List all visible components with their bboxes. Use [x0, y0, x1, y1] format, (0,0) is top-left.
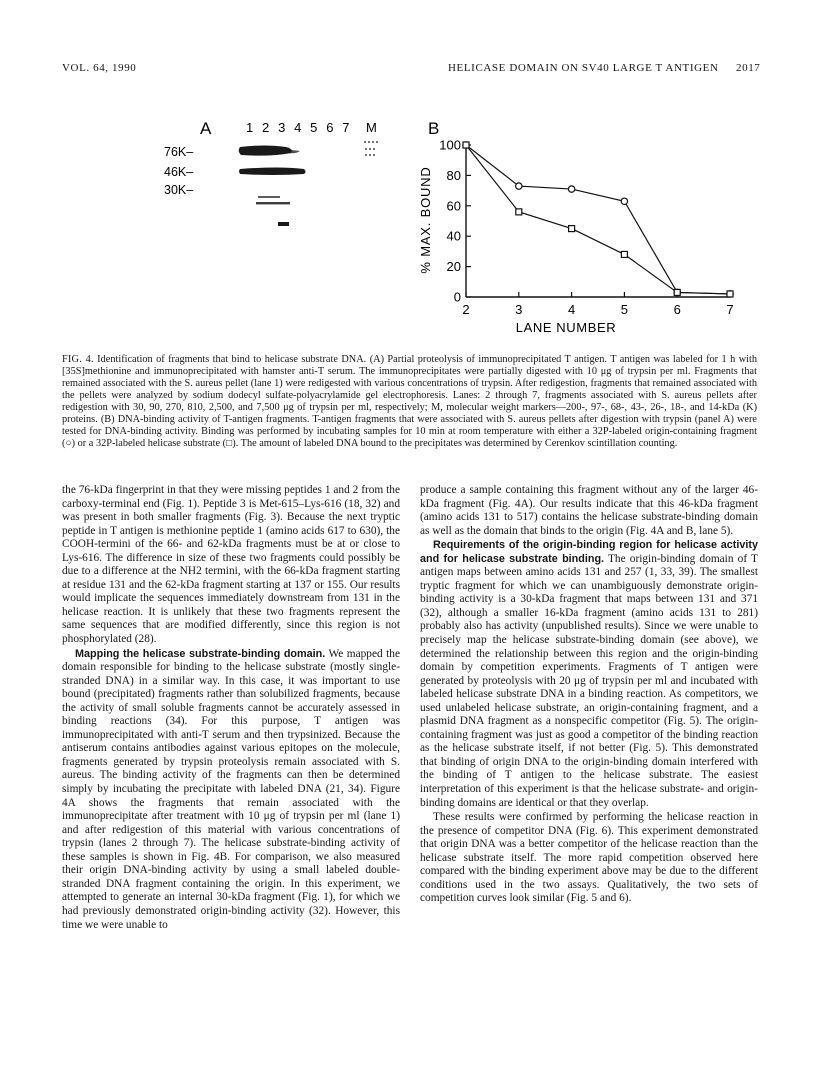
- panel-b-label: B: [428, 119, 440, 138]
- right-column: [420, 484, 758, 906]
- data-point-square: [569, 226, 575, 232]
- left-paragraph-2-body: We mapped the domain responsible for binding to the helicase substrate (mostly single-stranded DNA) in a similar way. In this case, it was important to use bound (precipitated) fragments rather than solubilized fragments, because the activity of small soluble fragments cannot be accurately assessed in binding reactions (34). For this purpose, T antigen was immunoprecipitated with anti-T serum and then trypsinized. Because the antiserum contains antibodies against various epitopes on the molecule, fragments generated by trypsin proteolysis remain associated with S. aureus. The binding activity of the fragments can then be determined simply by incubating the precipitate with labeled DNA (21, 34). Figure 4A shows the fragments that remain associated with the immunoprecipitate after treatment with 10 μg of trypsin per ml (lane 1) and after redigestion of this material with various concentrations of trypsin (lanes 2 through 7). The helicase substrate-binding activity of these samples is shown in Fig. 4B. For comparison, we also measured their origin DNA-binding activity by using a small labeled double-stranded DNA fragment containing the origin. In this experiment, we attempted to generate an internal 30-kDa fragment (Fig. 1), for which we had previously demonstrated origin-binding activity (32). However, this time we were unable to: [62, 647, 400, 931]
- data-point-square: [621, 251, 627, 257]
- data-point-circle: [568, 186, 574, 192]
- page-number: 2017: [736, 62, 761, 74]
- y-tick-label: 60: [446, 198, 461, 214]
- chart-ticks: [439, 138, 733, 318]
- marker-lane-label: M: [366, 120, 377, 135]
- figure-panel-b-chart: [408, 112, 748, 338]
- series-line-square: [466, 145, 730, 294]
- data-point-circle: [621, 198, 627, 204]
- y-tick-label: 100: [439, 137, 461, 153]
- left-column: [62, 484, 400, 932]
- right-paragraph-1: produce a sample containing this fragment without any of the larger 46-kDa fragment (Fig. 4A). Our results indicate that this 46-kDa fragment (amino acids 131 to 517) contains the helicase substrate-binding domain as well as the domain that binds to the origin (Fig. 4A and B, lane 5).: [420, 484, 758, 537]
- x-tick-label: 2: [462, 302, 470, 317]
- y-axis-label: % MAX. BOUND: [418, 166, 433, 274]
- band-small: [278, 222, 289, 226]
- lane-numbers: 1 2 3 4 5 6 7: [246, 120, 353, 135]
- y-tick-label: 0: [453, 289, 461, 305]
- chart-axes: [466, 145, 730, 297]
- data-point-square: [516, 209, 522, 215]
- x-tick-label: 6: [673, 302, 681, 317]
- data-point-square: [727, 291, 733, 297]
- marker-46k-label: 46K–: [164, 165, 194, 179]
- x-axis-label: LANE NUMBER: [515, 320, 617, 335]
- right-paragraph-2-body: The origin-binding domain of T antigen maps between amino acids 131 and 257 (1, 33, 39). The smallest tryptic fragment for which we can unambiguously demonstrate origin-binding activity is a 30-kDa fragment that maps between 131 and 371 (32), although a smaller 16-kDa fragment (amino acids 131 to 281) probably also has activity (unpublished results). Since we were unable to precisely map the helicase substrate-binding domain (see above), we determined the relationship between this region and the origin-binding domain by competition experiments. Fragments of T antigen were generated by proteolysis with 20 μg of trypsin per ml and incubated with labeled helicase substrate DNA in a binding reaction. As competitors, we used unlabeled helicase substrate, an origin-containing fragment, and a plasmid DNA fragment as a nonspecific competitor (Fig. 5). The origin-containing fragment was just as good a competitor of the binding reaction as the helicase substrate itself, if not better (Fig. 5). This demonstrated that binding of origin DNA to the origin-binding domain interfered with the binding of T antigen to the helicase substrate. The easiest interpretation of this experiment is that the helicase substrate- and origin-binding domains are identical or that they overlap.: [420, 552, 758, 809]
- right-paragraph-2: [420, 539, 758, 810]
- x-tick-label: 7: [726, 302, 734, 317]
- panel-a-label: A: [200, 119, 212, 138]
- band-30k-a: [258, 196, 280, 198]
- x-tick-label: 3: [515, 302, 523, 317]
- series-line-circle: [466, 145, 730, 294]
- data-point-circle: [516, 183, 522, 189]
- right-paragraph-3: These results were confirmed by performing the helicase reaction in the presence of competitor DNA (Fig. 6). This experiment demonstrated that origin DNA was a better competitor of the helicase reaction than the helicase substrate itself. The more rapid competition observed here compared with the binding experiment above may be due to the different conditions used in the two assays. Qualitatively, the two sets of competition curves look similar (Fig. 5 and 6).: [420, 811, 758, 905]
- left-paragraph-1: the 76-kDa fingerprint in that they were missing peptides 1 and 2 from the carboxy-terminal end (Fig. 1). Peptide 3 is Met-615–Lys-616 (18, 32) and was present in both smaller fragments (Fig. 3). Because the next tryptic peptide in T antigen is methionine peptide 1 (amino acids 617 to 630), the COOH-termini of the 66- and 62-kDa fragments must be at or close to Lys-616. The difference in size of these two fragments could possibly be due to a difference at the NH2 termini, with the 66-kDa fragment starting at residue 131 and the 62-kDa fragment starting at 137 or 155. Our results would implicate the sequences immediately downstream from 131 in the helicase reaction. It is unlikely that these two fragments represent the same sequences that are modified differently, since this region is not phosphorylated (28).: [62, 484, 400, 646]
- y-tick-label: 80: [446, 167, 461, 183]
- running-header-title: HELICASE DOMAIN ON SV40 LARGE T ANTIGEN: [448, 62, 719, 74]
- band-46k: [239, 168, 306, 176]
- data-point-square: [463, 142, 469, 148]
- gel-bands: [239, 146, 306, 227]
- chart-series: [463, 142, 733, 297]
- left-paragraph-2: [62, 648, 400, 932]
- marker-30k-label: 30K–: [164, 183, 194, 197]
- section-heading-helicase-substrate-binding: Mapping the helicase substrate-binding domain.: [75, 647, 326, 660]
- caption-lead: FIG. 4.: [62, 354, 94, 365]
- band-76k-tail: [288, 150, 300, 153]
- x-tick-label: 4: [567, 302, 576, 317]
- band-30k-b: [256, 202, 290, 204]
- running-header-volume: VOL. 64, 1990: [62, 62, 137, 74]
- marker-lane-bands: [364, 142, 378, 155]
- figure-panel-a-gel: [160, 114, 410, 246]
- data-point-square: [674, 289, 680, 295]
- x-tick-label: 5: [620, 302, 629, 317]
- caption-body: (A) Partial proteolysis of immunoprecipitated T antigen. T antigen was labeled for 1 h with [35S]methionine and immunoprecipitated with hamster anti-T serum. The immunoprecipitates were partially digested with 10 μg of trypsin per ml. Fragments that remained associated with the S. aureus pellet (lane 1) were redigested with various concentrations of trypsin. After redigestion, fragments that remained associated with the pellets were analyzed by sodium dodecyl sulfate-polyacrylamide gel electrophoresis. Lanes: 2 through 7, fragments associated with S. aureus pellets after redigestion with 30, 90, 270, 810, 2,500, and 7,500 μg of trypsin per ml, respectively; M, molecular weight markers—200-, 97-, 68-, 43-, 26-, 18-, and 14-kDa (K) proteins. (B) DNA-binding activity of T-antigen fragments. T-antigen fragments that were associated with S. aureus pellets after digestion with trypsin (panel A) were tested for DNA-binding activity. Binding was performed by incubating samples for 10 min at room temperature with either a 32P-labeled origin-containing fragment (○) or a 32P-labeled helicase substrate (□). The amount of labeled DNA bound to the precipitates was determined by Cerenkov scintillation counting.: [62, 354, 758, 450]
- marker-76k-label: 76K–: [164, 145, 194, 159]
- figure-caption: [62, 354, 757, 450]
- caption-title: Identification of fragments that bind to helicase substrate DNA.: [97, 354, 367, 365]
- band-76k: [239, 146, 292, 156]
- y-tick-label: 20: [446, 259, 461, 275]
- y-tick-label: 40: [446, 228, 461, 244]
- section-heading-origin-binding-requirements: Requirements of the origin-binding region for helicase activity and for helicase substrate binding.: [420, 539, 758, 565]
